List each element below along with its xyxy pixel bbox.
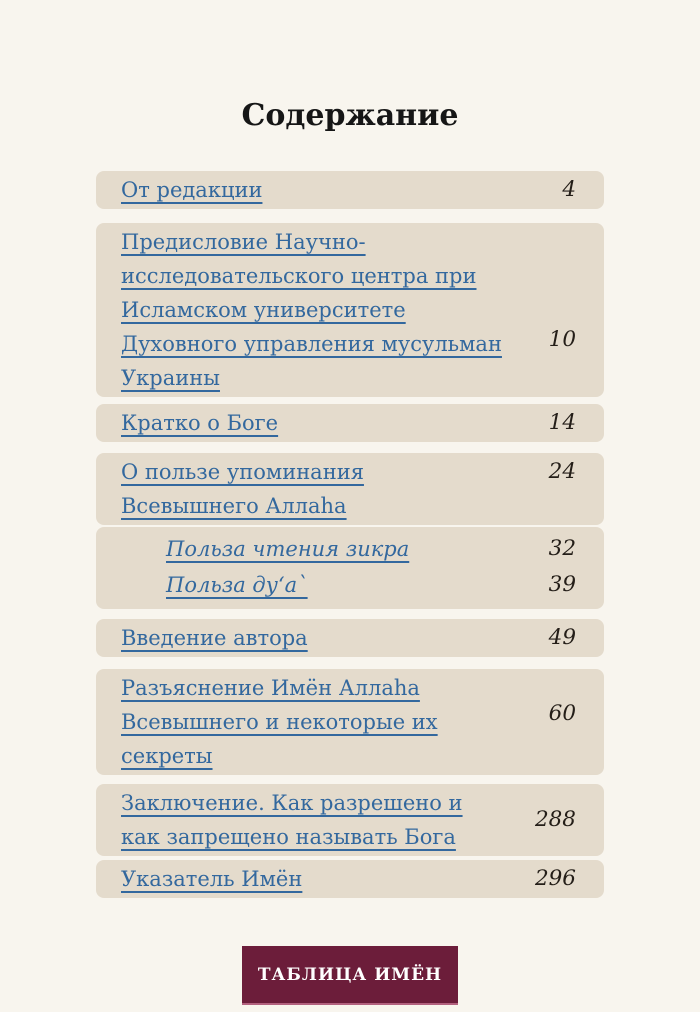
toc-row-polza-zikra	[121, 531, 576, 567]
toc-link-vvedenie-avtora[interactable]: Введение автора	[121, 626, 308, 650]
toc-page-number: 49	[548, 625, 576, 650]
toc-page-number: 39	[548, 572, 576, 597]
toc-page-number: 296	[534, 866, 576, 891]
toc-link-polza-dua[interactable]: Польза ду‘а`	[166, 573, 308, 597]
toc-row-zaklyuchenie	[96, 784, 604, 856]
toc-page-number: 14	[548, 410, 576, 435]
toc-row-kratko-o-boge	[96, 404, 604, 442]
toc-link-predislovie[interactable]: Предисловие Научно-исследовательского центра при Исламском университете Духовного управления мусульман Украины	[121, 230, 502, 390]
toc-link-razyasnenie[interactable]: Разъяснение Имён Аллаhа Всевышнего и некоторые их секреты	[121, 676, 438, 768]
toc-page-number: 60	[548, 701, 576, 726]
toc-link-ukazatel-imen[interactable]: Указатель Имён	[121, 867, 303, 891]
toc-page-number: 4	[562, 177, 576, 202]
toc-row-ukazatel-imen	[96, 860, 604, 898]
toc-page-number: 24	[548, 459, 576, 484]
toc-row-o-polze	[96, 453, 604, 525]
names-table-button[interactable]: ТАБЛИЦА ИМЁН	[242, 946, 458, 1005]
toc-row-polza-dua	[121, 567, 576, 603]
toc-row-ot-redakcii	[96, 171, 604, 209]
toc-link-polza-zikra[interactable]: Польза чтения зикра	[166, 537, 410, 561]
toc-row-razyasnenie	[96, 669, 604, 775]
toc-row-vvedenie-avtora	[96, 619, 604, 657]
toc-list	[96, 171, 604, 898]
toc-page-number: 288	[534, 807, 576, 832]
toc-row-predislovie	[96, 223, 604, 397]
toc-link-o-polze[interactable]: О пользе упоминания Всевышнего Аллаhа	[121, 460, 364, 518]
toc-subentries-box	[96, 527, 604, 609]
toc-page-number: 10	[548, 327, 576, 352]
toc-link-ot-redakcii[interactable]: От редакции	[121, 178, 263, 202]
toc-page-number: 32	[548, 536, 576, 561]
toc-link-zaklyuchenie[interactable]: Заключение. Как разрешено и как запрещено называть Бога	[121, 791, 463, 849]
page-title: Содержание	[241, 98, 459, 133]
toc-link-kratko-o-boge[interactable]: Кратко о Боге	[121, 411, 279, 435]
